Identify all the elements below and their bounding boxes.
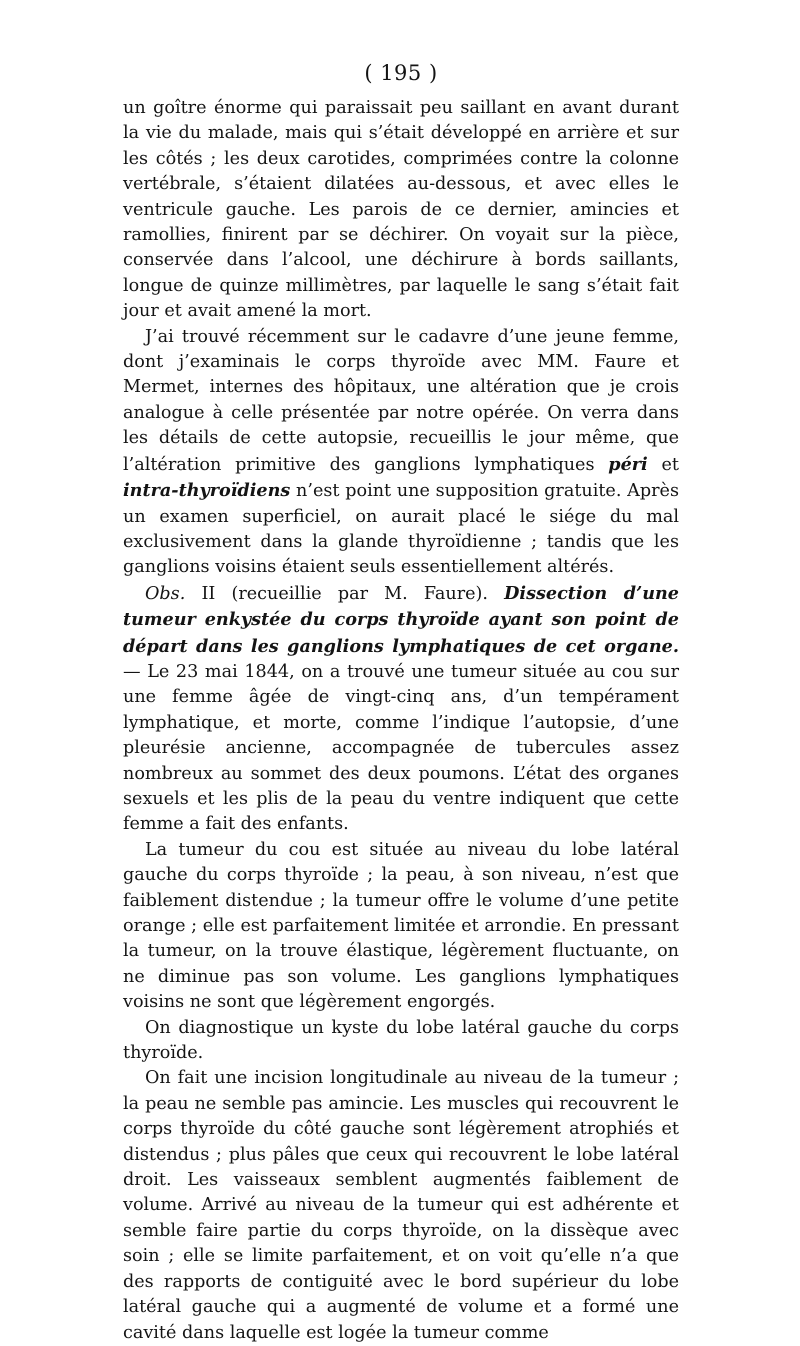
paragraph-2-text-c: n’est point une supposition gratuite. Après un examen superficiel, on aurait placé le siége du mal exclusivement dans la glande thyroïdienne ; tandis que les ganglions voisins étaient seuls essentiellement altérés. <box>123 481 679 578</box>
paragraph-3-text-b: — Le 23 mai 1844, on a trouvé une tumeur située au cou sur une femme âgée de vingt-cinq ans, d’un tempérament lymphatique, et morte, comme l’indique l’autopsie, d’une pleurésie ancienne, accompagnée de tubercules assez nombreux au sommet des deux poumons. L’état des organes sexuels et les plis de la peau du ventre indiquent que cette femme a fait des enfants. <box>123 661 679 835</box>
paragraph-2-text-a: J’ai trouvé récemment sur le cadavre d’une jeune femme, dont j’examinais le corps thyroïde avec MM. Faure et Mermet, internes des hôpitaux, une altération que je crois analogue à celle présentée par notre opérée. On verra dans les détails de cette autopsie, recueillis le jour même, que l’altération primitive des ganglions lymphatiques <box>123 326 679 475</box>
observation-title: Dissection d’une tumeur enkystée du corps thyroïde ayant son point de départ dans les ganglions lymphatiques de cet organe. <box>123 582 679 657</box>
paragraph-2 <box>123 325 679 581</box>
paragraph-6: On fait une incision longitudinale au niveau de la tumeur ; la peau ne semble pas amincie. Les muscles qui recouvrent le corps thyroïde du côté gauche sont légèrement atrophiés et distendus ; plus pâles que ceux qui recouvrent le lobe latéral droit. Les vaisseaux semblent augmentés faiblement de volume. Arrivé au niveau de la tumeur qui est adhérente et semble faire partie du corps thyroïde, on la dissèque avec soin ; elle se limite parfaitement, et on voit qu’elle n’a que des rapports de contiguité avec le bord supérieur du lobe latéral gauche qui a augmenté de volume et a formé une cavité dans laquelle est logée la tumeur comme <box>123 1068 679 1343</box>
paragraph-5: On diagnostique un kyste du lobe latéral gauche du corps thyroïde. <box>123 1017 679 1064</box>
paragraph-4: La tumeur du cou est située au niveau du lobe latéral gauche du corps thyroïde ; la peau, à son niveau, n’est que faiblement distendue ; la tumeur offre le volume d’une petite orange ; elle est parfaitement limitée et arrondie. En pressant la tumeur, on la trouve élastique, légèrement fluctuante, on ne diminue pas son volume. Les ganglions lymphatiques voisins ne sont que légèrement engorgés. <box>123 839 679 1013</box>
term-peri: péri <box>608 453 648 475</box>
obs-label: Obs. <box>145 583 186 604</box>
paragraph-2-text-b: et <box>647 454 680 475</box>
term-intra-thyroidiens: intra-thyroïdiens <box>123 480 291 502</box>
paragraph-3 <box>123 581 679 838</box>
book-page <box>123 58 679 1346</box>
page-number: ( 195 ) <box>364 61 438 85</box>
paragraph-1: un goître énorme qui paraissait peu saillant en avant durant la vie du malade, mais qui s’était développé en arrière et sur les côtés ; les deux carotides, comprimées contre la colonne vertébrale, s’étaient dilatées au-dessous, et avec elles le ventricule gauche. Les parois de ce dernier, amincies et ramollies, finirent par se déchirer. On voyait sur la pièce, conservée dans l’alcool, une déchirure à bords saillants, longue de quinze millimètres, par laquelle le sang s’était fait jour et avait amené la mort. <box>123 98 679 322</box>
paragraph-3-text-a: II (recueillie par M. Faure). <box>185 583 505 604</box>
